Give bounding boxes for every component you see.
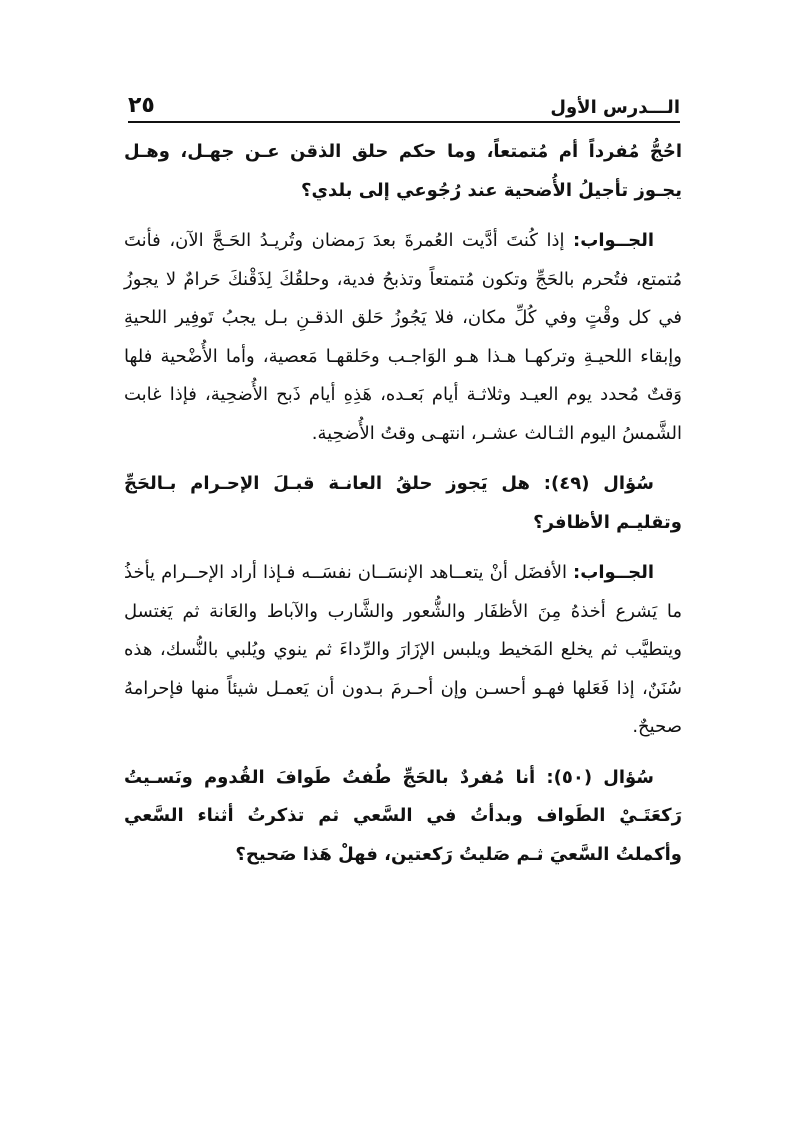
answer-label: الجــواب:: [573, 562, 654, 583]
page-header: [128, 84, 680, 118]
question-text: سُؤال (٥٠): أنا مُفردٌ بالحَجِّ طُفتُ طَوافَ القُدوم ونَسـيتُ رَكعَتَـيْ الطَواف وبدأتُ في السَّعي ثم تذكرتُ أثناء السَّعي وأكملتُ السَّعيَ ثـم صَليتُ رَكعتين، فهلْ هَذا صَحيح؟: [124, 766, 682, 865]
question-text: سُؤال (٤٩): هل يَجوز حلقُ العانـة قبـلَ الإحـرام بـالحَجِّ وتقليـم الأظافر؟: [124, 473, 682, 533]
chapter-title: الـــدرس الأول: [550, 97, 680, 118]
page-body: [124, 133, 682, 886]
answer-text: إذا كُنتَ أدَّيت العُمرةَ بعدَ رَمضان وتُريـدُ الحَـجَّ الآن، فأنتَ مُتمتع، فتُحرم بالحَجِّ وتكون مُتمتعاً وتذبحُ فدية، وحلقُكَ لِذَقْنكَ حَرامٌ لا يجوزُ في كل وقْتٍ وفي كُلِّ مكان، فلا يَجُوزُ حَلق الذقـنِ بـل يجبُ تَوفِير اللحيةِ وإبقاء اللحيـةِ وتركهـا هـذا هـو الوَاجـب وحَلقهـا مَعصية، وأما الأُضْحية فلها وَقتٌ مُحدد يوم العيـد وثلاثـة أيام بَعـده، هَذِهِ أيام ذَبح الأُضحِية، فإذا غابت الشَّمسُ اليوم الثـالث عشـر، انتهـى وقتُ الأُضحِية.: [124, 230, 682, 444]
answer-text: الأفضَل أنْ يتعــاهد الإنسَــان نفسَــه فـإذا أراد الإحــرام يأخذُ ما يَشرع أخذهُ مِنَ الأظفَار والشُّعور والشَّارب والآباط والعَانة ثم يَغتسل ويتطيَّب ثم يخلع المَخيط ويلبس الإزَارَ والرِّداءَ ثم ينوي ويُلبي بالنُّسك، هذه سُنَنٌ، إذا فَعَلها فهـو أحسـن وإن أحـرمَ بـدون أن يَعمـل شيئاً منها فإحرامهُ صحيحٌ.: [124, 562, 682, 737]
page-number: ٢٥: [128, 93, 155, 118]
question-49: [124, 465, 682, 542]
question-text: احُجُّ مُفرداً أم مُتمتعاً، وما حكم حلق الذقن عـن جهـل، وهـل يجـوز تأجيلُ الأُضحية عند رُجُوعي إلى بلدي؟: [124, 141, 682, 201]
answer-label: الجــواب:: [573, 230, 654, 251]
answer-paragraph: [124, 222, 682, 453]
question-continuation: [124, 133, 682, 210]
question-50: [124, 759, 682, 875]
answer-paragraph: [124, 554, 682, 747]
header-divider: [128, 121, 680, 123]
